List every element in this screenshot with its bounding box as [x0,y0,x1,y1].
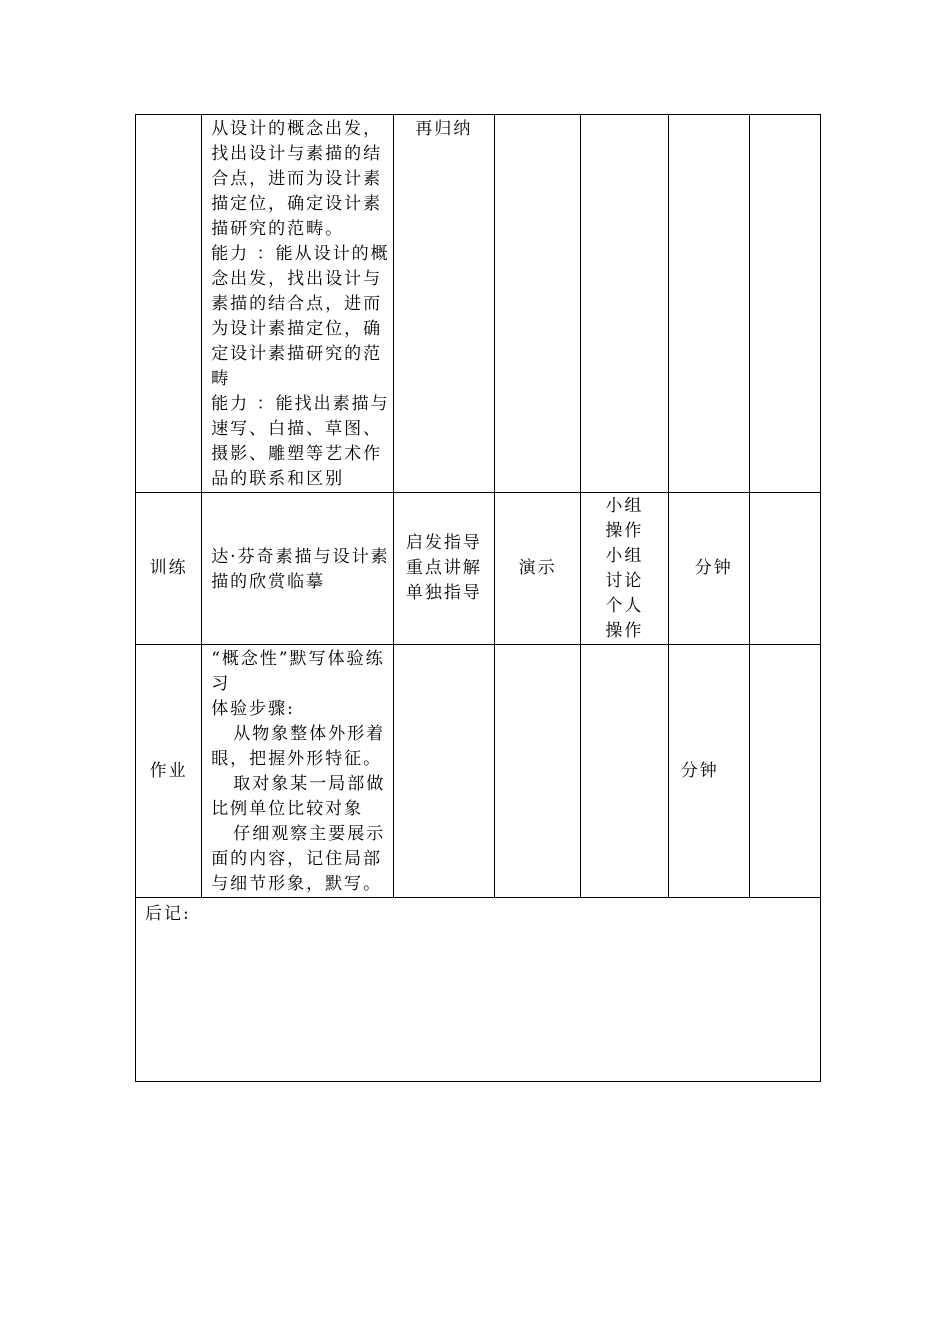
student-activity-cell [581,115,668,493]
content-paragraph: 从物象整体外形着眼，把握外形特征。 [211,724,386,769]
content-cell [202,645,394,898]
activity-line: 个人 [605,595,644,616]
content-paragraph: 体验步骤: [211,699,295,719]
teaching-method-cell [393,493,494,645]
table-row [136,645,821,898]
extra-cell [749,115,820,493]
activity-line: 操作 [605,520,644,541]
content-cell [202,493,394,645]
teaching-method-cell: 再归纳 [393,115,494,493]
demo-cell [495,115,581,493]
method-line: 重点讲解 [405,558,482,578]
stage-cell [136,115,202,493]
extra-cell [749,645,820,898]
table-row [136,115,821,493]
notes-cell [136,898,821,1082]
content-cell [202,115,394,493]
content-paragraph: 从设计的概念出发，找出设计与素描的结合点，进而为设计素描定位，确定设计素描研究的范畴。 [211,119,383,239]
content-paragraph: 能力 ：能找出素描与速写、白描、草图、摄影、雕塑等艺术作品的联系和区别 [211,394,390,489]
content-paragraph: 达·芬奇素描与设计素描的欣赏临摹 [211,546,390,592]
content-paragraph: 能力 ：能从设计的概念出发，找出设计与素描的结合点，进而为设计素描定位，确定设计素描研究的范畴 [211,244,390,389]
teaching-method-cell [393,645,494,898]
activity-line: 小组 [605,545,644,566]
stage-cell: 作业 [136,645,202,898]
method-line: 单独指导 [405,583,482,603]
notes-label: 后记: [145,904,191,924]
activity-line: 讨论 [605,570,644,591]
activity-line: 操作 [605,620,644,641]
method-line: 启发指导 [405,533,482,553]
stage-cell: 训练 [136,493,202,645]
table-row [136,493,821,645]
time-cell [668,115,749,493]
extra-cell [749,493,820,645]
content-paragraph: “概念性”默写体验练习 [211,649,385,694]
time-cell: 分钟 [668,493,749,645]
activity-line: 小组 [605,495,644,516]
lesson-plan-table [135,114,821,1082]
student-activity-cell [581,645,668,898]
demo-cell [495,645,581,898]
demo-cell: 演示 [495,493,581,645]
content-paragraph: 取对象某一局部做比例单位比较对象 [211,774,386,819]
notes-row [136,898,821,1082]
student-activity-cell [581,493,668,645]
time-cell: 分钟 [668,645,749,898]
content-paragraph: 仔细观察主要展示面的内容，记住局部与细节形象，默写。 [211,824,386,894]
